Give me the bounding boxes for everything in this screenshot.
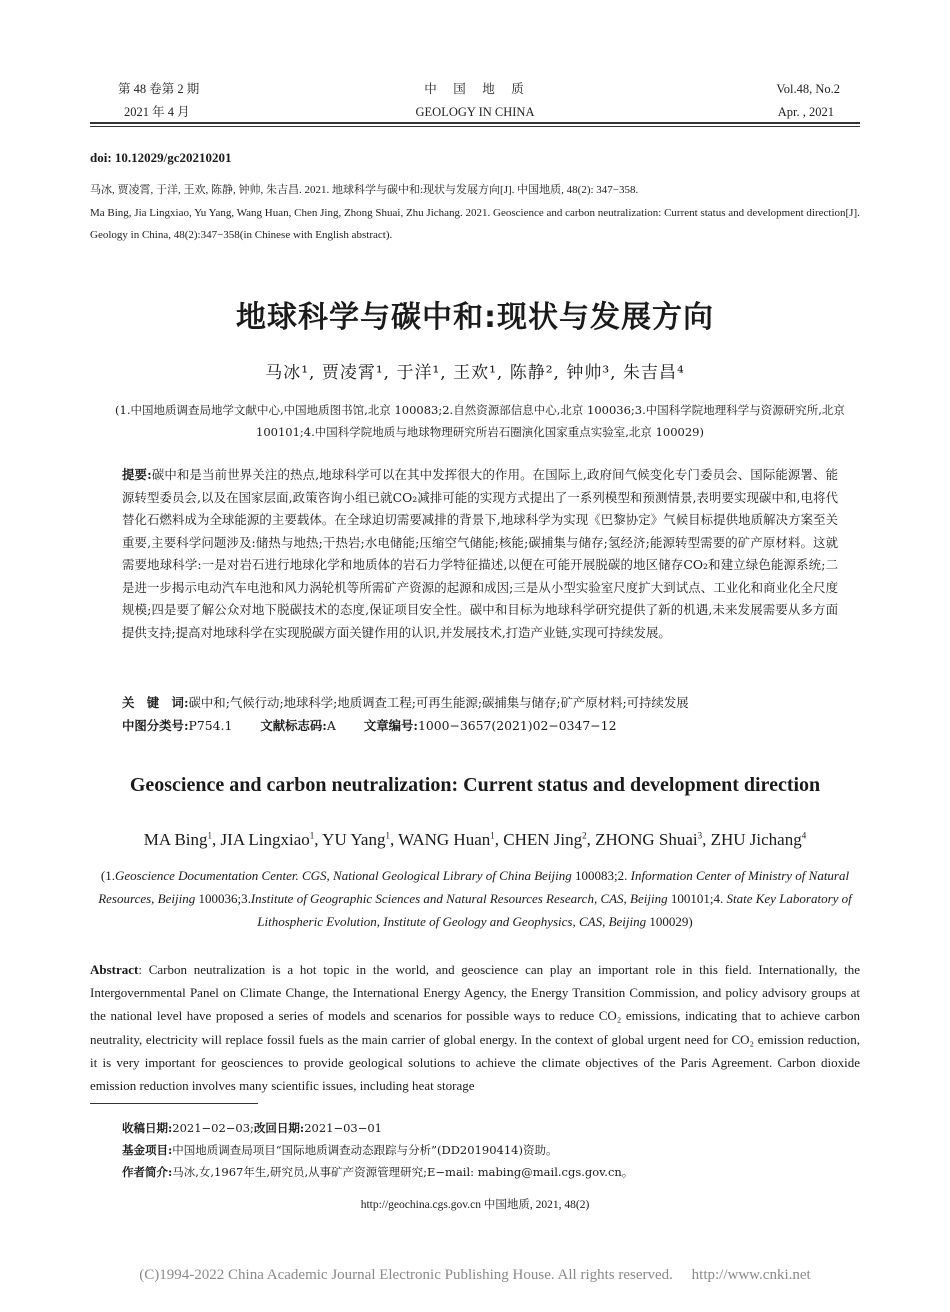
keywords-text: 碳中和;气候行动;地球科学;地质调查工程;可再生能源;碳捕集与储存;矿产原材料;可持续发展 <box>188 695 689 710</box>
abstract-cn-text: 碳中和是当前世界关注的热点,地球科学可以在其中发挥很大的作用。在国际上,政府间气候变化专门委员会、国际能源署、能源转型委员会,以及在国家层面,政策咨询小组已就CO₂减排可能的实现方式提出了一系列模型和预测情景,表明要实现碳中和,电将代替化石燃料成为全球能源的主要载体。在全球迫切需要减排的背景下,地球科学为实现《巴黎协定》气候目标提供地质解决方案至关重要,主要科学问题涉及:储热与地热;干热岩;水电储能;压缩空气储能;核能;碳捕集与储存;氢经济;能源转型需要的矿产原材料。这就需要地球科学:一是对岩石进行地球化学和地质体的岩石力学特征描述,以便在可能开展脱碳的地区储存CO₂和建立绿色能源系统;二是进一步揭示电动汽车电池和风力涡轮机等所需矿产资源的起源和成因;三是从小型实验室尺度扩大到试点、工业化和商业化全尺度规模;四是要了解公众对地下脱碳技术的态度,保证项目安全性。碳中和目标为地球科学研究提供了新的机遇,未来发展需要从多方面提供支持;提高对地球科学在实现脱碳方面关键作用的认识,并发展技术,打造产业链,实现可持续发展。 <box>122 467 838 640</box>
header-date: 2021 年 4 月 <box>124 105 190 119</box>
classification-line <box>122 715 616 737</box>
copyright-watermark: (C)1994-2022 China Academic Journal Electronic Publishing House. All rights reserved. http://www.cnki.net <box>139 1267 811 1283</box>
abstract-en-text: : Carbon neutralization is a hot topic in the world, and geoscience can play an important role in this field. Internationally, the Intergovernmental Panel on Climate Change, the International Energy Agency, the Energy Transition Commission, and policy advisory groups at the national level have proposed a series of models and scenarios for possible ways to reduce CO₂ emissions, indicating that to achieve carbon neutrality, electricity will replace fossil fuels as the main carrier of global energy. In the context of global urgent need for CO₂ emission reduction, it is very important for geosciences to provide geological solutions to achieve the climate objectives of the Paris Agreement. Carbon dioxide emission reduction involves many scientific issues, including heat storage <box>90 962 860 1094</box>
received-date: 2021−02−03; <box>172 1121 254 1135</box>
clc-label: 中图分类号: <box>122 718 189 733</box>
author-en: MA Bing$^1$ <box>143 830 213 849</box>
citation-cn: 马冰, 贾凌霄, 于洋, 王欢, 陈静, 钟帅, 朱吉昌. 2021. 地球科学与碳中和:现状与发展方向[J]. 中国地质, 48(2): 347−358. <box>90 184 639 196</box>
footnote-dates <box>122 1119 382 1137</box>
affiliation-org: Information Center of Ministry of Natural Resources, Beijing <box>98 868 850 906</box>
fund-label: 基金项目: <box>122 1143 173 1157</box>
affiliation-org: State Key Laboratory of Lithospheric Evolution, Institute of Geology and Geophysics, CAS, Beijing <box>257 891 852 929</box>
page-title-cn: 地球科学与碳中和:现状与发展方向 <box>236 300 714 335</box>
abstract-cn <box>122 464 838 644</box>
author-en: CHEN Jing$^2$ <box>503 830 587 849</box>
doi[interactable]: doi: 10.12029/gc20210201 <box>90 150 232 165</box>
header-rule-thin <box>90 126 860 127</box>
fund-text: 中国地质调查局项目“国际地质调查动态跟踪与分析”(DD20190414)资助。 <box>172 1143 558 1157</box>
footer-url[interactable]: http://geochina.cgs.gov.cn 中国地质, 2021, 48(2) <box>360 1199 590 1211</box>
page-title-en: Geoscience and carbon neutralization: Current status and development direction <box>129 774 821 796</box>
author-affil-index: 4 <box>801 830 807 841</box>
abstract-en-label: Abstract <box>90 962 139 977</box>
author-en: ZHONG Shuai$^3$ <box>595 830 703 849</box>
author-affil-index: 3 <box>697 830 703 841</box>
author-en: YU Yang$^1$ <box>322 830 390 849</box>
keywords-cn <box>122 692 689 714</box>
received-label: 收稿日期: <box>122 1121 173 1135</box>
article-no-value: 1000−3657(2021)02−0347−12 <box>417 718 617 733</box>
footnote-author <box>122 1163 633 1181</box>
abstract-en <box>90 958 860 1097</box>
abstract-cn-label: 提要: <box>122 467 152 482</box>
author-affil-index: 1 <box>207 830 213 841</box>
affiliation-org: Institute of Geographic Sciences and Natural Resources Research, CAS, Beijing <box>250 891 668 906</box>
author-en: ZHU Jichang$^4$ <box>710 830 807 849</box>
affiliation-org: Geoscience Documentation Center. CGS, National Geological Library of China Beijing <box>114 868 572 883</box>
author-affil-index: 1 <box>490 830 495 841</box>
author-en: WANG Huan$^1$ <box>398 830 495 849</box>
author-bio-label: 作者简介: <box>122 1165 173 1179</box>
citation-en: Ma Bing, Jia Lingxiao, Yu Yang, Wang Huan, Chen Jing, Zhong Shuai, Zhu Jichang. 2021. Geoscience and carbon neutralization: Current status and development direction[J]. Geology in China, 48(2):347−358(in Chinese with English abstract). <box>90 207 860 241</box>
article-no-label: 文章编号: <box>363 718 418 733</box>
clc-value: P754.1 <box>188 718 233 733</box>
keywords-label: 关 键 词: <box>122 695 189 710</box>
journal-name-cn: 中 国 地 质 <box>424 82 526 96</box>
revised-date: 2021−03−01 <box>304 1121 382 1135</box>
doc-code-value: A <box>326 718 336 733</box>
header-rule <box>90 122 860 124</box>
affiliations-en: (1.Geoscience Documentation Center. CGS, National Geological Library of China Beijing 100083;2. Information Center of Ministry of Natural Resources, Beijing 100036;3.Institute of Geographic Sciences and Natural Resources Research, CAS, Beijing 100101;4. State Key Laboratory of Lithospheric Evolution, Institute of Geology and Geophysics, CAS, Beijing 100029) <box>98 868 852 929</box>
header-volume: Vol.48, No.2 <box>776 82 840 96</box>
journal-name-en: GEOLOGY IN CHINA <box>415 105 535 119</box>
authors-en: MA Bing$^1$, JIA Lingxiao$^1$, YU Yang$^1$, WANG Huan$^1$, CHEN Jing$^2$, ZHONG Shuai$^3$, ZHU Jichang$^4$ <box>143 830 807 849</box>
revised-label: 改回日期: <box>253 1121 305 1135</box>
author-affil-index: 2 <box>582 830 587 841</box>
author-affil-index: 1 <box>309 830 315 841</box>
header-issue: 第 48 卷第 2 期 <box>118 82 200 96</box>
authors-cn: 马冰¹, 贾凌霄¹, 于洋¹, 王欢¹, 陈静², 钟帅³, 朱吉昌⁴ <box>265 363 685 383</box>
doc-code-label: 文献标志码: <box>260 718 327 733</box>
header-month: Apr. , 2021 <box>777 105 834 119</box>
author-affil-index: 1 <box>385 830 390 841</box>
footnote-rule <box>90 1103 258 1104</box>
footnote-fund <box>122 1141 557 1159</box>
author-bio-text[interactable]: 马冰,女,1967年生,研究员,从事矿产资源管理研究;E−mail: mabing@mail.cgs.gov.cn。 <box>172 1165 634 1179</box>
author-en: JIA Lingxiao$^1$ <box>220 830 315 849</box>
affiliations-cn: (1.中国地质调查局地学文献中心,中国地质图书馆,北京 100083;2.自然资源部信息中心,北京 100036;3.中国科学院地理科学与资源研究所,北京 100101;4.中国科学院地质与地球物理研究所岩石圈演化国家重点实验室,北京 100029) <box>115 403 845 439</box>
